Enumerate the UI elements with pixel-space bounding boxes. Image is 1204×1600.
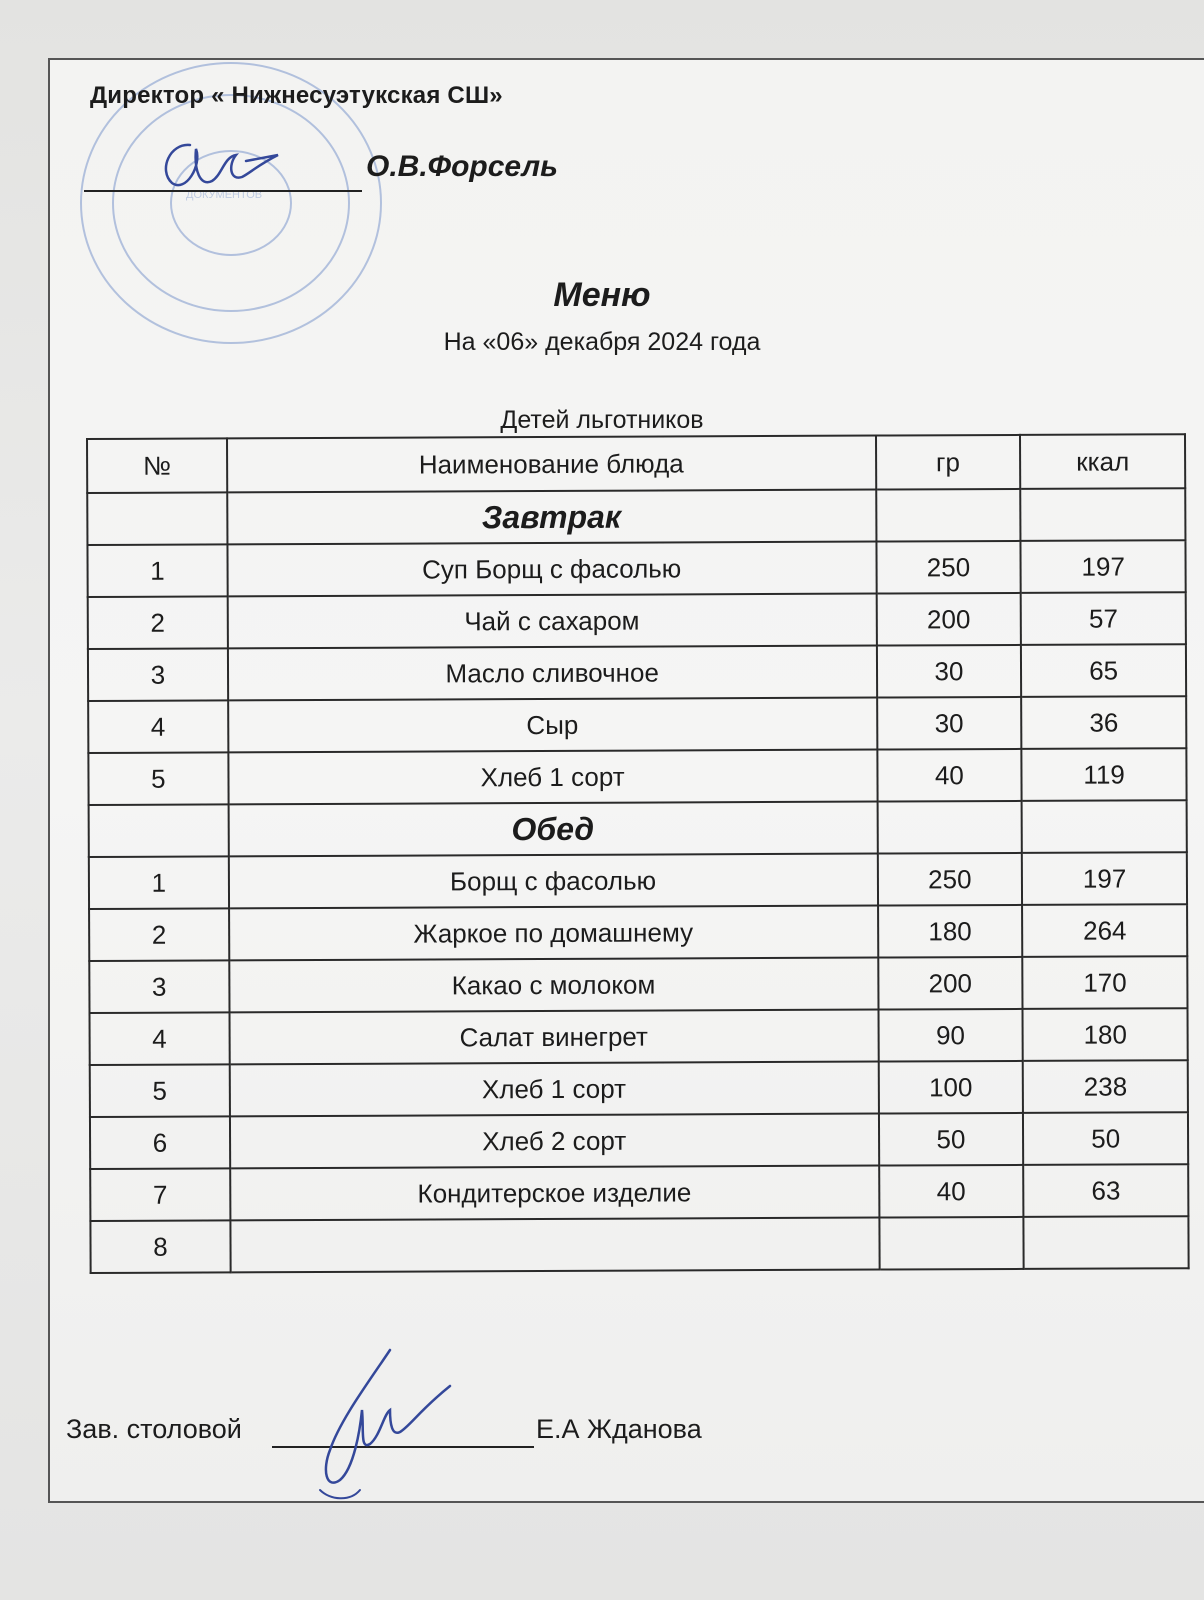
table-header-row	[87, 434, 1185, 493]
dish-name: Чай с сахаром	[227, 594, 876, 649]
column-header-dish: Наименование блюда	[227, 436, 876, 493]
row-number: 3	[89, 960, 229, 1013]
row-number: 4	[90, 1012, 230, 1065]
dish-kcal: 197	[1022, 852, 1187, 905]
dish-grams: 180	[878, 905, 1023, 958]
dish-name: Хлеб 2 сорт	[230, 1114, 879, 1169]
dish-name: Кондитерское изделие	[230, 1166, 879, 1221]
dish-kcal: 264	[1022, 904, 1187, 957]
row-number: 6	[90, 1116, 230, 1169]
column-header-kcal: ккал	[1020, 434, 1185, 489]
dish-grams: 250	[877, 853, 1022, 906]
menu-table	[86, 433, 1190, 1274]
dish-name: Масло сливочное	[228, 646, 877, 701]
row-number: 2	[89, 908, 229, 961]
row-number: 3	[88, 648, 228, 701]
table-row	[90, 1112, 1188, 1169]
dish-name: Жаркое по домашнему	[229, 906, 878, 961]
dish-grams: 200	[878, 957, 1023, 1010]
table-row	[88, 748, 1186, 805]
table-row	[90, 1008, 1188, 1065]
section-row-breakfast	[87, 488, 1185, 545]
column-header-grams: гр	[876, 435, 1021, 490]
dish-grams: 40	[877, 749, 1022, 802]
menu-date: На «06» декабря 2024 года	[443, 328, 761, 356]
dish-name: Суп Борщ с фасолью	[227, 542, 876, 597]
table-row	[88, 696, 1186, 753]
table-row	[90, 1060, 1188, 1117]
dish-grams: 30	[876, 645, 1021, 698]
dish-grams: 50	[878, 1113, 1023, 1166]
dish-kcal: 36	[1021, 696, 1186, 749]
row-number: 1	[89, 856, 229, 909]
column-header-number: №	[87, 438, 227, 493]
dish-grams: 90	[878, 1009, 1023, 1062]
section-title: Обед	[228, 802, 877, 857]
dish-kcal: 170	[1023, 956, 1188, 1009]
dish-kcal: 50	[1023, 1112, 1188, 1165]
director-line: Директор « Нижнесуэтукская СШ»	[90, 82, 503, 109]
canteen-head-label: Зав. столовой	[66, 1414, 242, 1444]
director-name: О.В.Форсель	[366, 150, 558, 183]
svg-text:ДОКУМЕНТОВ: ДОКУМЕНТОВ	[186, 189, 263, 201]
dish-kcal: 180	[1023, 1008, 1188, 1061]
dish-grams: 200	[876, 593, 1021, 646]
table-row	[88, 644, 1186, 701]
director-signature	[150, 125, 300, 205]
table-row	[89, 852, 1187, 909]
page-title: Меню	[553, 276, 651, 314]
row-number: 4	[88, 700, 228, 753]
dish-name: Хлеб 1 сорт	[228, 750, 877, 805]
table-row	[88, 592, 1186, 649]
section-row-lunch	[89, 800, 1187, 857]
table-row	[90, 1164, 1188, 1221]
dish-kcal: 197	[1021, 540, 1186, 593]
dish-kcal: 119	[1022, 748, 1187, 801]
row-number: 1	[87, 544, 227, 597]
canteen-head-signature	[300, 1340, 470, 1510]
dish-grams: 40	[879, 1165, 1024, 1218]
row-number: 8	[90, 1220, 230, 1273]
row-number: 7	[90, 1168, 230, 1221]
dish-name	[230, 1218, 879, 1273]
table-row	[89, 956, 1187, 1013]
row-number: 5	[88, 752, 228, 805]
dish-kcal: 238	[1023, 1060, 1188, 1113]
table-row	[90, 1216, 1188, 1273]
menu-category: Детей льготников	[500, 406, 704, 434]
dish-kcal: 65	[1021, 644, 1186, 697]
section-title: Завтрак	[227, 490, 876, 545]
dish-grams: 30	[877, 697, 1022, 750]
row-number: 5	[90, 1064, 230, 1117]
dish-name: Сыр	[228, 698, 877, 753]
table-row	[89, 904, 1187, 961]
dish-grams: 250	[876, 541, 1021, 594]
row-number: 2	[88, 596, 228, 649]
canteen-head-name: Е.А Жданова	[536, 1414, 702, 1444]
dish-name: Борщ с фасолью	[229, 854, 878, 909]
dish-grams: 100	[878, 1061, 1023, 1114]
dish-grams	[879, 1217, 1024, 1270]
dish-kcal: 57	[1021, 592, 1186, 645]
dish-kcal	[1024, 1216, 1189, 1269]
dish-name: Салат винегрет	[229, 1010, 878, 1065]
dish-kcal: 63	[1023, 1164, 1188, 1217]
table-row	[87, 540, 1185, 597]
dish-name: Какао с молоком	[229, 958, 878, 1013]
dish-name: Хлеб 1 сорт	[229, 1062, 878, 1117]
